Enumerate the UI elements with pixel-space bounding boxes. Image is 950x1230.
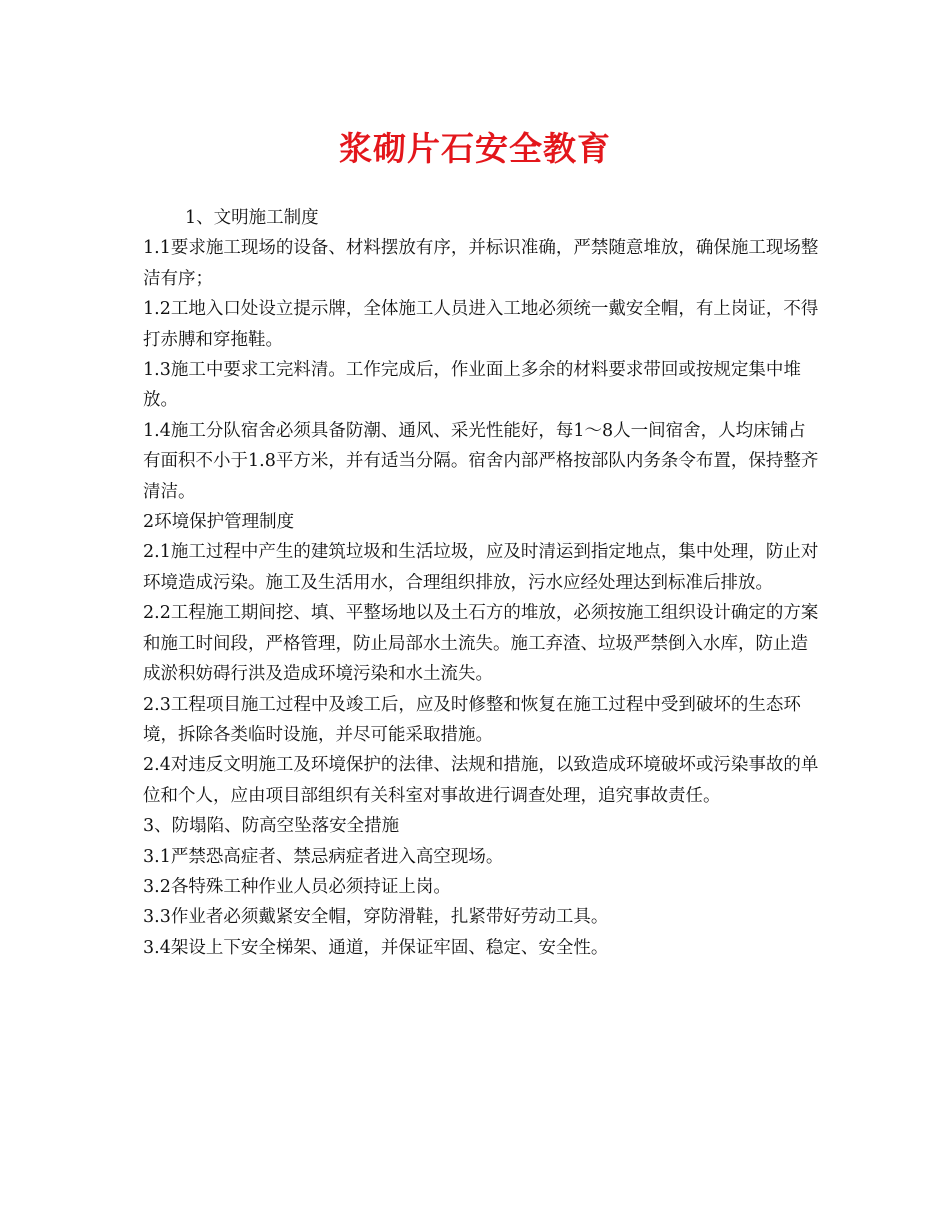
- paragraph-3-3: 3.3作业者必须戴紧安全帽，穿防滑鞋，扎紧带好劳动工具。: [143, 907, 609, 928]
- paragraph-1-1: 1.1要求施工现场的设备、材料摆放有序，并标识准确，严禁随意堆放，确保施工现场整洁有序；: [143, 238, 819, 289]
- document-body: [143, 203, 819, 963]
- paragraph-2-4: 2.4对违反文明施工及环境保护的法律、法规和措施，以致造成环境破坏或污染事故的单位和个人，应由项目部组织有关科室对事故进行调查处理，追究事故责任。: [143, 755, 819, 806]
- paragraph-1: 1、文明施工制度: [185, 208, 319, 228]
- paragraph-3-1: 3.1严禁恐高症者、禁忌病症者进入高空现场。: [143, 846, 504, 867]
- paragraph-1-4: 1.4施工分队宿舍必须具备防潮、通风、采光性能好，每1～8人一间宿舍，人均床铺占有面积不小于1.8平方米，并有适当分隔。宿舍内部严格按部队内务条令布置，保持整齐清洁。: [143, 420, 819, 502]
- paragraph-2-2: 2.2工程施工期间挖、填、平整场地以及土石方的堆放，必须按施工组织设计确定的方案和施工时间段，严格管理，防止局部水土流失。施工弃渣、垃圾严禁倒入水库，防止造成淤积妨碍行洪及造成环境污染和水土流失。: [143, 603, 819, 685]
- paragraph-2: 2环境保护管理制度: [143, 512, 295, 533]
- paragraph-1-2: 1.2工地入口处设立提示牌，全体施工人员进入工地必须统一戴安全帽，有上岗证，不得打赤膊和穿拖鞋。: [143, 299, 819, 350]
- document-title: 浆砌片石安全教育: [339, 129, 611, 168]
- paragraph-3-2: 3.2各特殊工种作业人员必须持证上岗。: [143, 876, 451, 897]
- paragraph-2-1: 2.1施工过程中产生的建筑垃圾和生活垃圾，应及时清运到指定地点，集中处理，防止对环境造成污染。施工及生活用水，合理组织排放，污水应经处理达到标准后排放。: [143, 542, 819, 593]
- paragraph-3: 3、防塌陷、防高空坠落安全措施: [143, 816, 400, 837]
- paragraph-3-4: 3.4架设上下安全梯架、通道，并保证牢固、稳定、安全性。: [143, 937, 609, 958]
- paragraph-2-3: 2.3工程项目施工过程中及竣工后，应及时修整和恢复在施工过程中受到破坏的生态环境，拆除各类临时设施，并尽可能采取措施。: [143, 694, 801, 745]
- paragraph-1-3: 1.3施工中要求工完料清。工作完成后，作业面上多余的材料要求带回或按规定集中堆放。: [143, 360, 801, 411]
